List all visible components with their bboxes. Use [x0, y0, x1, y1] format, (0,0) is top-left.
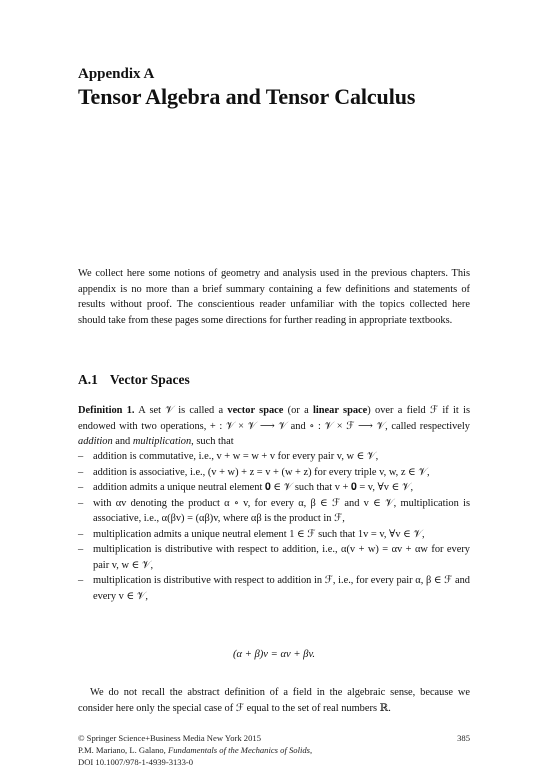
doi-line: DOI 10.1007/978-1-4939-3133-0 [78, 757, 194, 767]
page-number: 385 [457, 733, 470, 743]
axiom-item: – multiplication is distributive with respect to addition in ℱ, i.e., for every pair α, β ∈ ℱ and every v ∈ 𝒱, [78, 575, 470, 602]
definition-label: Definition 1. [78, 405, 135, 416]
definition-text: ) over a field ℱ if it is endowed with two operations, + : 𝒱 × 𝒱 ⟶ 𝒱 and ∘ : 𝒱 × ℱ ⟶ 𝒱, called respectively [78, 405, 471, 432]
axiom-item: – multiplication admits a unique neutral element 1 ∈ ℱ such that 1v = v, ∀v ∈ 𝒱, [78, 528, 425, 540]
appendix-label: Appendix A [78, 66, 155, 82]
copyright-line: © Springer Science+Business Media New York 2015 [78, 733, 261, 743]
definition-text: and [112, 436, 133, 447]
axiom-item: – addition admits a unique neutral element 𝟎 ∈ 𝒱 such that v + 𝟎 = v, ∀v ∈ 𝒱, [78, 482, 414, 493]
section-heading [78, 372, 190, 388]
axiom-text: with αv denoting the product α ∘ v, for every α, β ∈ ℱ and v ∈ 𝒱, multiplication is associative, i.e., α(βv) = (αβ)v, where αβ is the product in ℱ, [93, 497, 470, 524]
section-number: A.1 [78, 372, 98, 387]
axiom-text: multiplication is distributive with respect to addition, i.e., α(v + w) = αv + αw for every pair v, w ∈ 𝒱, [93, 544, 470, 571]
closing-paragraph [78, 685, 470, 716]
intro-text: We collect here some notions of geometry and analysis used in the previous chapters. This appendix is no more than a brief summary containing a few definitions and statements of results without proof. The conscientious reader unfamiliar with the topics collected here should take from these pages some directions for further reading in appropriate textbooks. [78, 268, 470, 326]
axiom-list [78, 449, 470, 604]
definition-text: A set 𝒱 is called a [138, 405, 228, 416]
page-footer: © Springer Science+Business Media New York 2015 385 P.M. Mariano, L. Galano, Fundamentals of the Mechanics of Solids, DOI 10.1007/978-1-4939-3133-0 [78, 733, 470, 767]
authors: P.M. Mariano, L. Galano, [78, 745, 168, 755]
axiom-text: multiplication admits a unique neutral element 1 ∈ ℱ such that 1v = v, ∀v ∈ 𝒱, [93, 528, 425, 540]
closing-text: We do not recall the abstract definition of a field in the algebraic sense, because we consider here only the special case of ℱ equal to the set of real numbers ℝ. [78, 687, 470, 714]
definition-paragraph [78, 403, 470, 450]
axiom-text: addition is commutative, i.e., v + w = w + v for every pair v, w ∈ 𝒱, [93, 451, 379, 462]
section-title: Vector Spaces [109, 372, 190, 387]
axiom-text: multiplication is distributive with respect to addition in ℱ, i.e., for every pair α, β ∈ ℱ and every v ∈ 𝒱, [93, 575, 470, 602]
chapter-title: Tensor Algebra and Tensor Calculus [78, 84, 416, 109]
axiom-text: addition is associative, i.e., (v + w) + z = v + (w + z) for every triple v, w, z ∈ 𝒱, [93, 466, 430, 478]
definition-text: (or a [283, 405, 313, 416]
intro-paragraph [78, 266, 470, 328]
book-title: Fundamentals of the Mechanics of Solids [167, 745, 310, 755]
axiom-text: addition admits a unique neutral element 𝟎 ∈ 𝒱 such that v + 𝟎 = v, ∀v ∈ 𝒱, [93, 482, 414, 493]
term-multiplication: multiplication [132, 436, 192, 447]
keyword-linear-space: linear space [312, 405, 368, 416]
term-addition: addition [78, 436, 113, 447]
axiom-item: – multiplication is distributive with respect to addition, i.e., α(v + w) = αv + αw for every pair v, w ∈ 𝒱, [78, 544, 470, 571]
axiom-item: – addition is associative, i.e., (v + w) + z = v + (w + z) for every triple v, w, z ∈ 𝒱, [78, 466, 430, 478]
keyword-vector-space: vector space [227, 405, 284, 416]
display-equation: (α + β)v = αv + βv. [232, 649, 316, 660]
axiom-item: – addition is commutative, i.e., v + w = w + v for every pair v, w ∈ 𝒱, [78, 451, 379, 462]
axiom-item: – with αv denoting the product α ∘ v, for every α, β ∈ ℱ and v ∈ 𝒱, multiplication is associative, i.e., α(βv) = (αβ)v, where αβ is the product in ℱ, [78, 497, 470, 524]
definition-text: , such that [191, 436, 234, 447]
